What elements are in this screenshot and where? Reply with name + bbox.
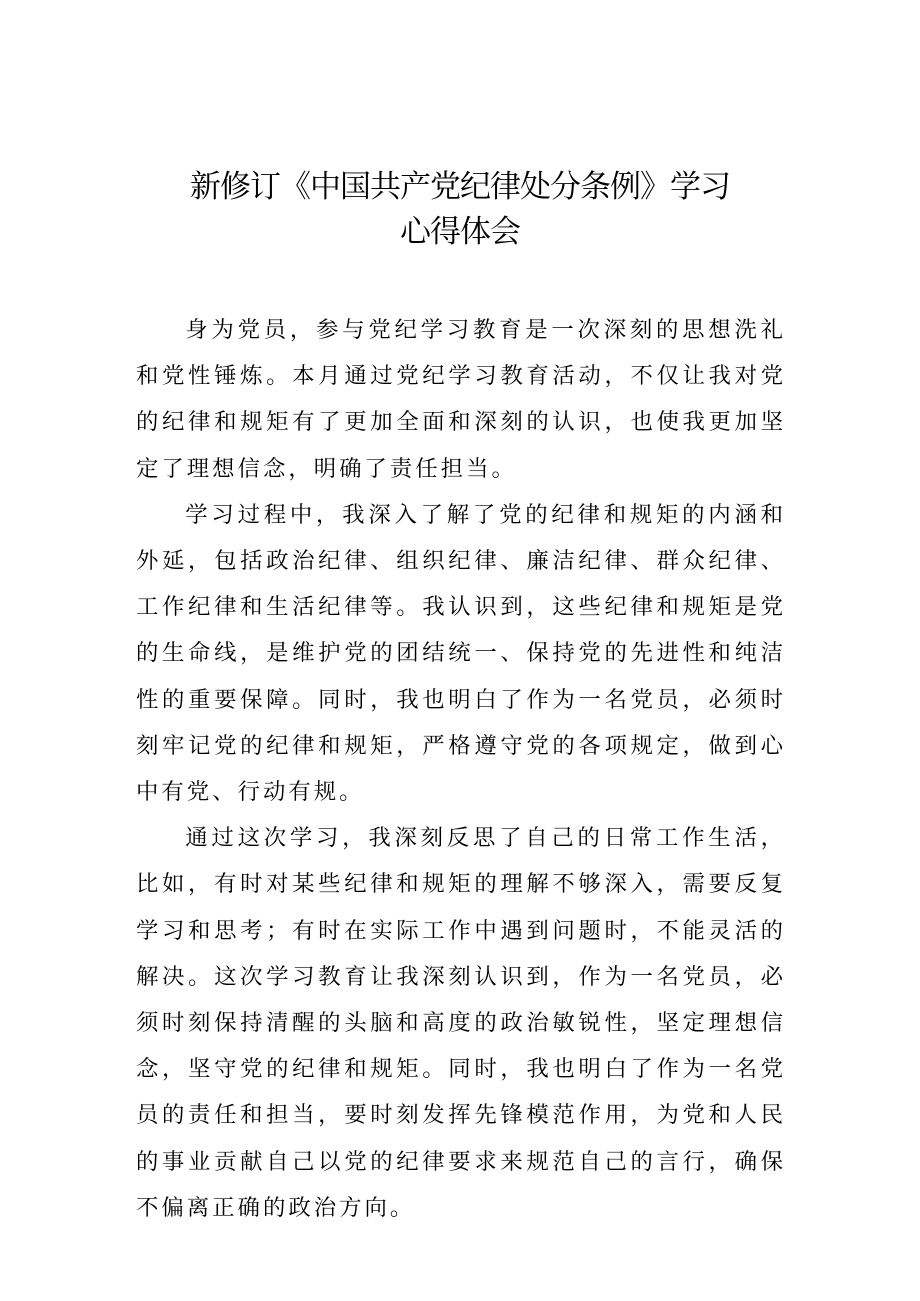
page-title: [150, 165, 770, 255]
title-line-2: 心得体会: [400, 214, 520, 250]
paragraph-2: 学习过程中，我深入了解了党的纪律和规矩的内涵和外延，包括政治纪律、组织纪律、廉洁纪律、群众纪律、工作纪律和生活纪律等。我认识到，这些纪律和规矩是党的生命线，是维护党的团结统一、保持党的先进性和纯洁性的重要保障。同时，我也明白了作为一名党员，必须时刻牢记党的纪律和规矩，严格遵守党的各项规定，做到心中有党、行动有规。: [136, 501, 786, 806]
paragraph-3: 通过这次学习，我深刻反思了自己的日常工作生活，比如，有时对某些纪律和规矩的理解不够深入，需要反复学习和思考；有时在实际工作中遇到问题时，不能灵活的解决。这次学习教育让我深刻认识到，作为一名党员，必须时刻保持清醒的头脑和高度的政治敏锐性，坚定理想信念，坚守党的纪律和规矩。同时，我也明白了作为一名党员的责任和担当，要时刻发挥先锋模范作用，为党和人民的事业贡献自己以党的纪律要求来规范自己的言行，确保不偏离正确的政治方向。: [136, 825, 786, 1221]
title-line-1: 新修订《中国共产党纪律处分条例》学习: [190, 169, 730, 205]
document-body: [136, 307, 786, 1231]
paragraph-1: 身为党员，参与党纪学习教育是一次深刻的思想洗礼和党性锤炼。本月通过党纪学习教育活动，不仅让我对党的纪律和规矩有了更加全面和深刻的认识，也使我更加坚定了理想信念，明确了责任担当。: [136, 317, 786, 482]
